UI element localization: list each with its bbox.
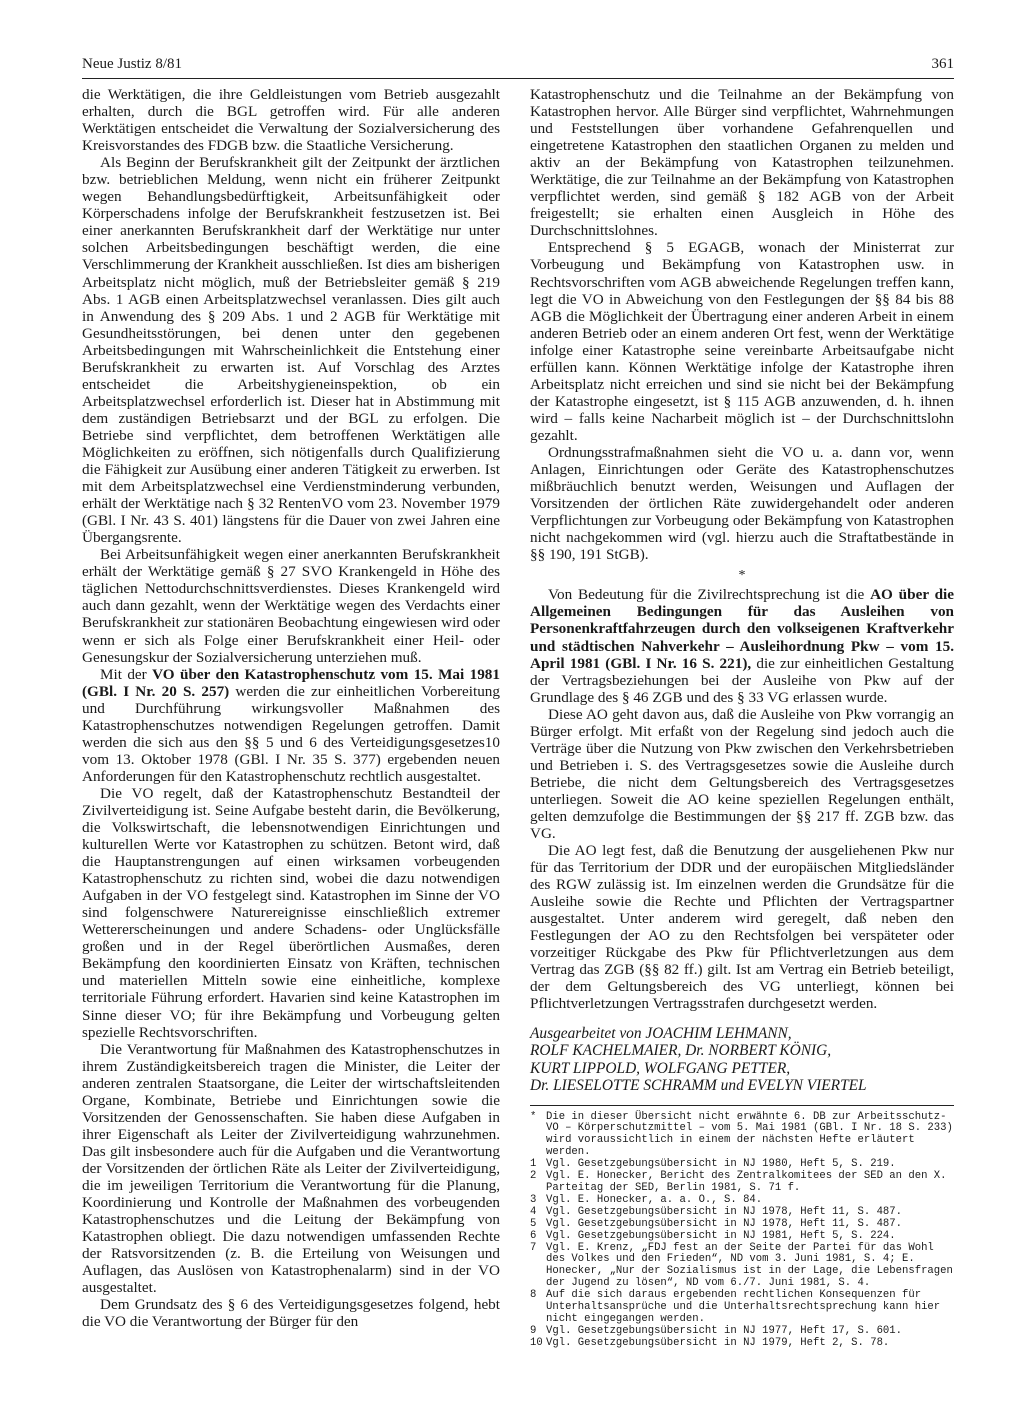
- footnote-text: Auf die sich daraus ergebenden rechtlichen Konsequenzen für Unterhaltsansprüche und die Unterhaltsrechtsprechung kann hier nicht eingegangen werden.: [546, 1289, 941, 1325]
- footnote: [530, 1171, 954, 1195]
- section-separator: *: [738, 568, 746, 584]
- footnote-rule: [530, 1105, 954, 1106]
- author-line: Ausgearbeitet von JOACHIM LEHMANN,: [530, 1024, 792, 1042]
- footnote-text: Vgl. Gesetzgebungsübersicht in NJ 1978, Heft 11, S. 487.: [546, 1205, 903, 1218]
- footnote-mark: 1: [530, 1158, 537, 1171]
- author-line: Dr. LIESELOTTE SCHRAMM und EVELYN VIERTEL: [530, 1077, 867, 1095]
- footnote-mark: 2: [530, 1170, 537, 1183]
- vo-paragraph: [82, 666, 500, 785]
- footnote-mark: *: [530, 1110, 537, 1123]
- right-column: [530, 86, 954, 1350]
- ao-paragraph: [530, 586, 954, 705]
- footnote-text: Vgl. E. Krenz, „FDJ fest an der Seite der Partei für das Wohl des Volkes und den Frieden“, ND vom 3. Juni 1981, S. 4; E. Honecker, „Nur der Sozialismus ist in der Lage, die Lebensfragen der Jugend zu lösen“, ND vom 6./7. Juni 1981, S. 4.: [546, 1241, 953, 1290]
- vo-paragraph-body: werden die zur einheitlichen Vorbereitung und Durchführung wirkungsvoller Maßnahmen des Katastrophenschutzes notwendigen Regelungen getroffen. Damit werden die sich aus den §§ 5 und 6 des Verteidigungsgesetzes10 vom 13. Oktober 1978 (GBl. I Nr. 35 S. 377) ergebenden neuen Anforderungen für den Katastrophenschutz rechtlich ausgestaltet.: [82, 682, 500, 785]
- paragraph: Diese AO geht davon aus, daß die Ausleihe von Pkw vorrangig an Bürger erfolgt. Mit erfaßt von der Regelung sind jedoch auch die Verträge über die Nutzung von Pkw zwischen den Verkehrsbetrieben und Betrieben i. S. des Vertragsgesetzes sowie die Ausleihe durch Betriebe, die nicht dem Geltungsbereich des Vertragsgesetzes unterliegen. Soweit die AO keine speziellen Regelungen enthält, gelten demzufolge die Bestimmungen der §§ 217 ff. ZGB bzw. das VG.: [530, 705, 954, 843]
- footnote-mark: 10: [530, 1336, 543, 1349]
- footnote-mark: 7: [530, 1241, 537, 1254]
- footnote: [530, 1243, 954, 1291]
- footnote: [530, 1338, 954, 1350]
- vo-title: VO über den Katastrophenschutz vom 15. Mai 1981 (GBl. I Nr. 20 S. 257): [82, 665, 500, 700]
- footnote-mark: 3: [530, 1193, 537, 1206]
- page-number: 361: [931, 56, 954, 72]
- paragraph: Die AO legt fest, daß die Benutzung der ausgeliehenen Pkw nur für das Territorium der DDR und der europäischen Mitgliedsländer des RGW zulässig ist. Im einzelnen werden die Grundsätze für die Ausleihe sowie die Rechte und Pflichten der Vertragspartner ausgestaltet. Unter anderem wird geregelt, daß neben den Festlegungen der AO zu den Rechtsfolgen bei verspäteter oder vorzeitiger Rückgabe des Pkw für Pflichtverletzungen aus dem Vertrag das ZGB (§§ 82 ff.) gilt. Ist am Vertrag ein Betrieb beteiligt, der dem Geltungsbereich des VG unterliegt, können bei Pflichtverletzungen Vertragsstrafen durchgesetzt werden.: [530, 842, 954, 1013]
- footnote-text: Vgl. Gesetzgebungsübersicht in NJ 1978, Heft 11, S. 487.: [546, 1217, 903, 1230]
- paragraph: Die VO regelt, daß der Katastrophenschutz Bestandteil der Zivilverteidigung ist. Seine Aufgabe besteht darin, die Bevölkerung, die Volkswirtschaft, die lebensnotwendigen Einrichtungen und kulturellen Werte vor Katastrophen zu schützen. Betont wird, daß die Hauptanstrengungen auf einen wirksamen vorbeugenden Katastrophenschutz zu richten sind, wobei die dazu notwendigen Aufgaben in der VO festgelegt sind. Katastrophen im Sinne der VO sind folgenschwere Naturereignisse einschließlich extremer Wettererscheinungen und andere Schadens- oder Unglücksfälle großen und in der Regel überörtlichen Ausmaßes, deren Bekämpfung den koordinierten Einsatz von Kräften, technischen und materiellen Mitteln sowie eine einheitliche, komplexe territoriale Führung erfordert. Havarien sind keine Katastrophen im Sinne dieser VO; für ihre Bekämpfung und Vorbeugung gelten spezielle Rechtsvorschriften.: [82, 784, 500, 1041]
- paragraph: Katastrophenschutz und die Teilnahme an der Bekämpfung von Katastrophen hervor. Alle Bürger sind verpflichtet, Wahrnehmungen und Feststellungen über vorhandene Gefahrenquellen und eingetretene Katastrophen den staatlichen Organen zu melden und aktiv an der Bekämpfung von Katastrophen teilzunehmen. Werktätige, die zur Teilnahme an der Bekämpfung von Katastrophen verpflichtet werden, sind gemäß § 182 AGB von der Arbeit freigestellt; sie erhalten einen Ausgleich in Höhe des Durchschnittslohnes.: [530, 86, 954, 240]
- footnote-text: Vgl. E. Honecker, a. a. O., S. 84.: [546, 1193, 763, 1206]
- paragraph: Ordnungsstrafmaßnahmen sieht die VO u. a. dann vor, wenn Anlagen, Einrichtungen oder Geräte des Katastrophenschutzes mißbräuchlich benutzt werden, Weisungen und Auflagen der Vorsitzenden der örtlichen Räte zuwidergehandelt oder anderen Verpflichtungen zur Vorbeugung oder Bekämpfung von Katastrophen nicht nachgekommen wird (vgl. hierzu auch die Straftatbestände in §§ 190, 191 StGB).: [530, 443, 954, 564]
- footnote-text: Vgl. Gesetzgebungsübersicht in NJ 1981, Heft 5, S. 224.: [546, 1229, 896, 1242]
- paragraph: Als Beginn der Berufskrankheit gilt der Zeitpunkt der ärztlichen bzw. betrieblichen Meldung, wenn nicht ein früherer Zeitpunkt wegen Behandlungsbedürftigkeit, Arbeitsunfähigkeit oder Körperschadens infolge der Berufskrankheit festzusetzen ist. Bei einer anerkannten Berufskrankheit darf der Werktätige nur unter solchen Arbeitsbedingungen beschäftigt werden, die eine Verschlimmerung der Krankheit ausschließen. Ist dies am bisherigen Arbeitsplatz nicht möglich, muß der Betriebsleiter gemäß § 219 Abs. 1 AGB einen Arbeitsplatzwechsel veranlassen. Dies gilt auch in Anwendung des § 209 Abs. 1 und 2 AGB für Werktätige mit Gesundheitsstörungen, bei denen unter den gegebenen Arbeitsbedingungen mit Wahrscheinlichkeit die Entstehung einer Berufskrankheit zu erwarten ist. Auf Vorschlag des Arztes entscheidet die Arbeitshygieneinspektion, ob ein Arbeitsplatzwechsel erforderlich ist. Dieser hat in Abstimmung mit dem zuständigen Betriebsarzt und der BGL zu erfolgen. Die Betriebe sind verpflichtet, dem betroffenen Werktätigen alle Möglichkeiten zu eröffnen, sich nötigenfalls durch Qualifizierung die Fähigkeit zur Ausübung einer anderen Tätigkeit zu erwerben. Ist mit dem Arbeitsplatzwechsel eine Verdienstminderung verbunden, erhält der Werktätige nach § 32 RentenVO vom 23. November 1979 (GBl. I Nr. 43 S. 401) längstens für die Dauer von zwei Jahren eine Übergangsrente.: [82, 154, 500, 547]
- ao-paragraph-lead: Von Bedeutung für die Zivilrechtsprechung ist die: [548, 586, 871, 604]
- paragraph: Bei Arbeitsunfähigkeit wegen einer anerkannten Berufskrankheit erhält der Werktätige gemäß § 27 SVO Krankengeld in Höhe des täglichen Nettodurchschnittsverdienstes. Dieses Krankengeld wird auch dann gezahlt, wenn der Werktätige wegen des Verdachts einer Berufskrankheit zur stationären Beobachtung eingewiesen wird oder wenn er sich als Folge einer Berufskrankheit einer Heil- oder Genesungskur der Sozialversicherung unterziehen muß.: [82, 546, 500, 666]
- footnote-mark: 5: [530, 1217, 537, 1230]
- paragraph: die Werktätigen, die ihre Geldleistungen vom Betrieb ausgezahlt erhalten, durch die BGL getroffen wird. Für alle anderen Werktätigen entscheidet die Verwaltung der Sozialversicherung des Kreisvorstandes des FDGB bzw. die Staatliche Versicherung.: [82, 86, 500, 155]
- paragraph: Die Verantwortung für Maßnahmen des Katastrophenschutzes in ihrem Zuständigkeitsbereich tragen die Minister, die Leiter der anderen zentralen Staatsorgane, die Leiter der wirtschaftsleitenden Organe, Kombinate, Betriebe und Einrichtungen sowie die Vorsitzenden der Genossenschaften. Sie haben diese Aufgaben in ihrer Eigenschaft als Leiter der Zivilverteidigung wahrzunehmen. Das gilt insbesondere auch für die Aufgaben und die Verantwortung der Vorsitzenden der örtlichen Räte als Leiter der Zivilverteidigung, die im jeweiligen Territorium die Verantwortung für die Planung, Koordinierung und Kontrolle der Maßnahmen des vorbeugenden Katastrophenschutzes und die Leitung der Bekämpfung von Katastrophen obliegt. Die dazu notwendigen umfassenden Rechte der Ratsvorsitzenden (z. B. die Erteilung von Weisungen und Auflagen, das Auslösen von Katastrophenalarm) sind in der VO ausgestaltet.: [82, 1040, 500, 1297]
- ao-paragraph-body: die zur einheitlichen Gestaltung der Vertragsbeziehungen bei der Ausleihe von Pkw auf der Grundlage des § 46 ZGB und des § 33 VG erlassen wurde.: [530, 654, 955, 706]
- left-column: [82, 86, 500, 1330]
- footnote: [530, 1207, 954, 1219]
- footnote-text: Vgl. Gesetzgebungsübersicht in NJ 1979, Heft 2, S. 78.: [546, 1336, 890, 1349]
- footnote-mark: 4: [530, 1205, 537, 1218]
- footnote: [530, 1231, 954, 1243]
- footnote: [530, 1326, 954, 1338]
- footnote: [530, 1290, 954, 1326]
- author-line: ROLF KACHELMAIER, Dr. NORBERT KÖNIG,: [530, 1042, 832, 1060]
- ao-title: AO über die Allgemeinen Bedingungen für das Ausleihen von Personenkraftfahrzeugen durch den volkseigenen Kraftverkehr und städtischen Nahverkehr – Ausleihordnung Pkw – vom 15. April 1981 (GBl. I Nr. 16 S. 221),: [530, 586, 954, 672]
- page-header: [82, 56, 954, 76]
- authors-block: [530, 1025, 954, 1095]
- paragraph: Dem Grundsatz des § 6 des Verteidigungsgesetzes folgend, hebt die VO die Verantwortung der Bürger für den: [82, 1296, 500, 1331]
- footnote-text: Vgl. Gesetzgebungsübersicht in NJ 1980, Heft 5, S. 219.: [546, 1158, 896, 1171]
- footnote: [530, 1219, 954, 1231]
- vo-paragraph-lead: Mit der: [100, 665, 153, 683]
- footnote: [530, 1112, 954, 1160]
- footnote-mark: 8: [530, 1289, 537, 1302]
- footnote-text: Vgl. E. Honecker, Bericht des Zentralkomitees der SED an den X. Parteitag der SED, Berlin 1981, S. 71 f.: [546, 1170, 947, 1194]
- footnote-text: Vgl. Gesetzgebungsübersicht in NJ 1977, Heft 17, S. 601.: [546, 1324, 903, 1337]
- footnote-text: Die in dieser Übersicht nicht erwähnte 6. DB zur Arbeitsschutz-VO – Körperschutzmittel – vom 5. Mai 1981 (GBl. I Nr. 18 S. 233) wird voraussichtlich in einem der nächsten Hefte erläutert werden.: [546, 1110, 953, 1159]
- paragraph: Entsprechend § 5 EGAGB, wonach der Ministerrat zur Vorbeugung und Bekämpfung von Katastrophen usw. in Rechtsvorschriften vom AGB abweichende Regelungen treffen kann, legt die VO in Abweichung von den Festlegungen der §§ 84 bis 88 AGB die Möglichkeit der Übertragung einer anderen Arbeit in einem anderen Betrieb oder an einem anderen Ort fest, wenn der Werktätige infolge einer Katastrophe seine vereinbarte Arbeitsaufgabe nicht erfüllen kann. Können Werktätige infolge der Katastrophe ihren Arbeitsplatz nicht erreichen und sind sie nicht bei der Bekämpfung der Katastrophe eingesetzt, ist § 115 AGB anzuwenden, d. h. ihnen wird – falls keine Nacharbeit möglich ist – der Durchschnittslohn gezahlt.: [530, 239, 954, 444]
- header-rule: [82, 78, 954, 79]
- author-line: KURT LIPPOLD, WOLFGANG PETTER,: [530, 1059, 791, 1077]
- footnote-mark: 9: [530, 1324, 537, 1337]
- running-title: Neue Justiz 8/81: [82, 56, 182, 72]
- footnotes: [530, 1112, 954, 1350]
- footnote: [530, 1195, 954, 1207]
- footnote-mark: 6: [530, 1229, 537, 1242]
